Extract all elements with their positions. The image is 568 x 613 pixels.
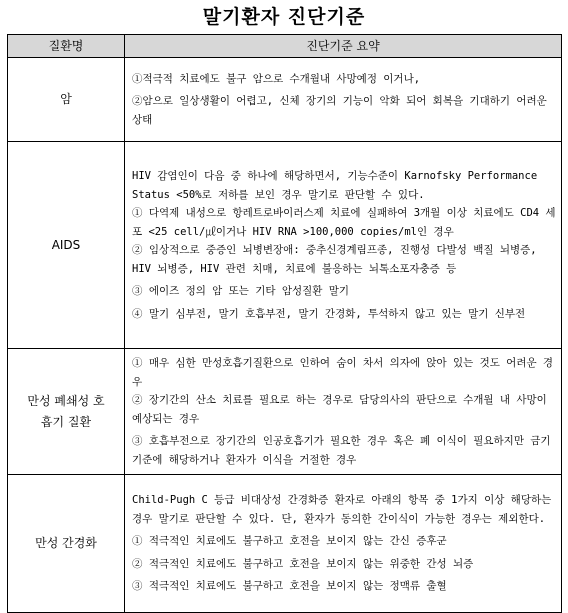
criteria-item: ② 임상적으로 중증인 뇌병변장애: 중추신경계림프종, 진행성 다발성 백질 뇌병증, HIV 뇌병증, HIV 관련 치매, 치료에 불응하는 뇌톡소포자충증 등 — [132, 244, 537, 275]
disease-name-cell: AIDS — [8, 142, 125, 349]
disease-name-cell: 암 — [8, 58, 125, 142]
criteria-item: ① 적극적인 치료에도 불구하고 호전을 보이지 않는 간신 증후군 — [132, 535, 447, 548]
table-row-aids — [8, 142, 562, 349]
table-header-row — [8, 35, 562, 58]
disease-name-cell: 만성 간경화 — [8, 475, 125, 613]
criteria-item: ① 매우 심한 만성호흡기질환으로 인하여 숨이 차서 의자에 앉아 있는 것도 어려운 경우 — [132, 357, 554, 388]
criteria-cell — [125, 349, 562, 475]
column-header-criteria: 진단기준 요약 — [125, 35, 562, 58]
criteria-item: ① 다역제 내성으로 항레트로바이러스제 치료에 실패하여 3개월 이상 치료에도 CD4 세포 <25 cell/㎕이거나 HIV RNA >100,000 copies/ml인 경우 — [132, 207, 556, 238]
criteria-intro: Child-Pugh C 등급 비대상성 간경화증 환자로 아래의 항목 중 1가지 이상 해당하는 경우 말기로 판단할 수 있다. 단, 환자가 동의한 간이식이 가능한 경우는 제외한다. — [132, 494, 552, 525]
criteria-item: ②암으로 일상생활이 어렵고, 신체 장기의 기능이 악화 되어 회복을 기대하기 어려운 상태 — [132, 95, 547, 126]
criteria-cell — [125, 475, 562, 613]
criteria-item: ② 장기간의 산소 치료를 필요로 하는 경우로 담당의사의 판단으로 수개월 내 사망이 예상되는 경우 — [132, 394, 547, 425]
table-row-cirrhosis — [8, 475, 562, 613]
diagnosis-criteria-table — [7, 34, 562, 613]
criteria-item: ② 적극적인 치료에도 불구하고 호전을 보이지 않는 위중한 간성 뇌증 — [132, 557, 474, 570]
criteria-item: ③ 적극적인 치료에도 불구하고 호전을 보이지 않는 정맥류 출혈 — [132, 580, 447, 593]
table-row-copd — [8, 349, 562, 475]
criteria-item: ③ 에이즈 정의 암 또는 기타 암성질환 말기 — [132, 285, 350, 297]
criteria-intro: HIV 감염인이 다음 중 하나에 해당하면서, 기능수준이 Karnofsky Performance Status <50%로 저하를 보인 경우 말기로 판단할 수 있다. — [132, 170, 538, 201]
criteria-cell — [125, 58, 562, 142]
criteria-item: ④ 말기 심부전, 말기 호흡부전, 말기 간경화, 투석하지 않고 있는 말기 신부전 — [132, 307, 526, 320]
disease-name-cell: 만성 폐쇄성 호흡기 질환 — [8, 349, 125, 475]
page-title: 말기환자 진단기준 — [202, 6, 366, 28]
criteria-cell — [125, 142, 562, 349]
column-header-disease: 질환명 — [8, 35, 125, 58]
table-row-cancer — [8, 58, 562, 142]
criteria-item: ③ 호흡부전으로 장기간의 인공호흡기가 필요한 경우 혹은 폐 이식이 필요하지만 금기기준에 해당하거나 환자가 이식을 거절한 경우 — [132, 435, 551, 466]
criteria-item: ①적극적 치료에도 불구 암으로 수개월내 사망예정 이거나, — [132, 72, 421, 85]
